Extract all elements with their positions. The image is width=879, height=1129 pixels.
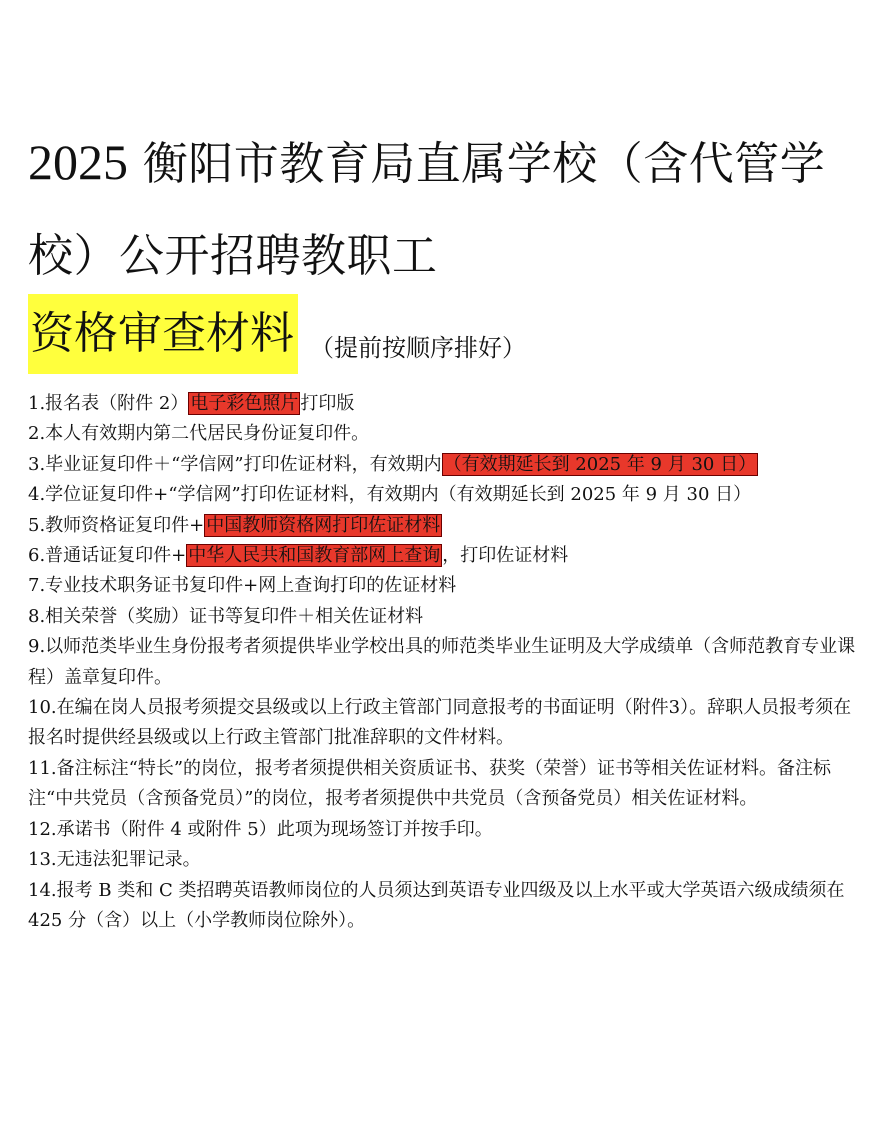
subtitle-note: （提前按顺序排好） [310, 334, 526, 362]
item-text-tail: ，打印佐证材料 [442, 545, 569, 567]
item-highlight: 中华人民共和国教育部网上查询 [188, 545, 441, 567]
materials-list [28, 389, 858, 936]
item-text: 12.承诺书（附件 4 或附件 5）此项为现场签订并按手印。 [28, 818, 493, 840]
list-item [28, 845, 858, 875]
item-text: 10.在编在岗人员报考须提交县级或以上行政主管部门同意报考的书面证明（附件3）。辞职人员报考须在报名时提供经县级或以上行政主管部门批准辞职的文件材料。 [28, 697, 852, 749]
item-text: 7.专业技术职务证书复印件+网上查询打印的佐证材料 [28, 575, 457, 597]
page-title [28, 116, 858, 302]
list-item [28, 602, 858, 632]
item-text: 6.普通话证复印件+ [28, 545, 187, 567]
list-item [28, 450, 858, 480]
list-item [28, 632, 858, 693]
list-item [28, 541, 858, 571]
item-text: 3.毕业证复印件＋“学信网”打印佐证材料，有效期内 [28, 453, 442, 475]
title-text: 衡阳市教育局直属学校（含代管学校）公开招聘教职工 [28, 137, 826, 282]
item-text: 1.报名表（附件 2） [28, 393, 189, 414]
item-highlight: （有效期延长到 2025 年 9 月 30 日） [443, 453, 757, 475]
subtitle-highlighted: 资格审查材料 [28, 294, 298, 374]
item-text: 2.本人有效期内第二代居民身份证复印件。 [28, 423, 370, 445]
title-year: 2025 [28, 134, 128, 190]
list-item [28, 480, 858, 510]
item-text: 5.教师资格证复印件+ [28, 514, 205, 536]
item-text: 9.以师范类毕业生身份报考者须提供毕业学校出具的师范类毕业生证明及大学成绩单（含师范教育专业课程）盖章复印件。 [28, 636, 856, 688]
item-text: 14.报考 B 类和 C 类招聘英语教师岗位的人员须达到英语专业四级及以上水平或大学英语六级成绩须在 425 分（含）以上（小学教师岗位除外）。 [28, 879, 845, 931]
subtitle-row [28, 294, 526, 374]
list-item [28, 876, 858, 937]
list-item [28, 389, 858, 419]
item-text: 13.无违法犯罪记录。 [28, 849, 201, 871]
item-highlight: 电子彩色照片 [190, 393, 299, 414]
list-item [28, 511, 858, 541]
list-item [28, 754, 858, 815]
item-text: 8.相关荣誉（奖励）证书等复印件＋相关佐证材料 [28, 605, 424, 627]
item-highlight: 中国教师资格网打印佐证材料 [206, 514, 441, 536]
item-text: 11.备注标注“特长”的岗位，报考者须提供相关资质证书、获奖（荣誉）证书等相关佐证材料。备注标注“中共党员（含预备党员）”的岗位，报考者须提供中共党员（含预备党员）相关佐证材料。 [28, 757, 832, 810]
list-item [28, 815, 858, 845]
list-item [28, 419, 858, 449]
list-item [28, 571, 858, 601]
item-text-tail: 打印版 [300, 393, 355, 414]
list-item [28, 693, 858, 754]
item-text: 4.学位证复印件+“学信网”打印佐证材料，有效期内（有效期延长到 2025 年 9 月 30 日） [28, 484, 752, 506]
